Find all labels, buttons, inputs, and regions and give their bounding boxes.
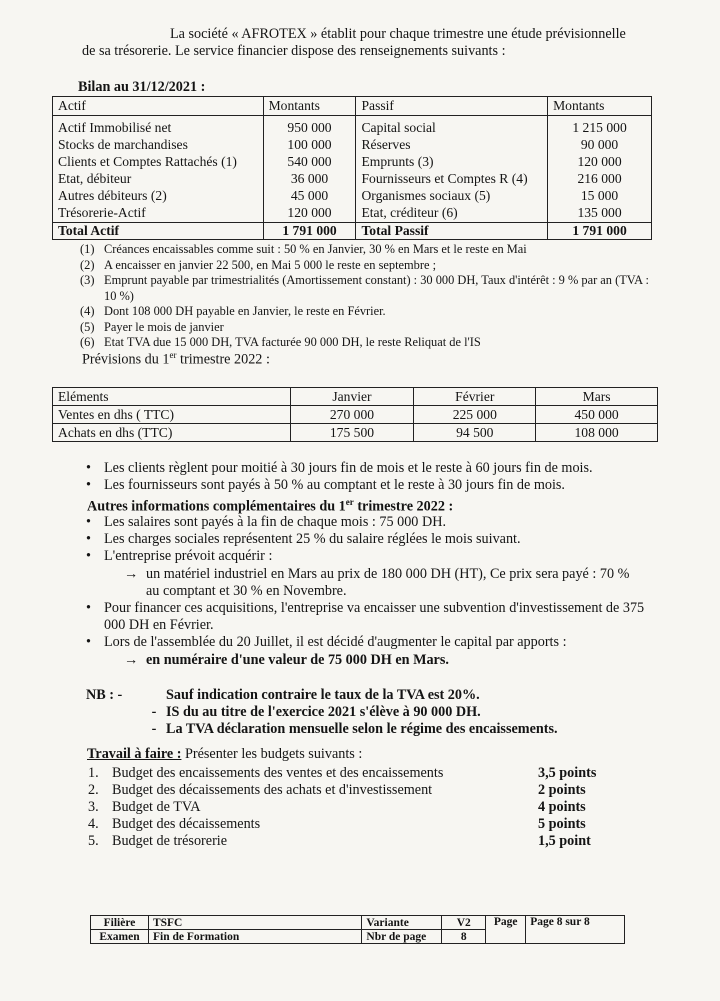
row-label: Ventes en dhs ( TTC) [53,406,291,424]
bilan-header-row [53,97,652,116]
footer-examen-value: Fin de Formation [148,930,361,944]
autres-title-sup: er [345,497,354,507]
row-label: Achats en dhs (TTC) [53,424,291,442]
nb-section [86,687,558,738]
footer-filiere-label: Filière [91,916,149,930]
bullet-text: L'entreprise prévoit acquérir : [104,548,273,565]
bullet-text: Les fournisseurs sont payés à 50 % au comptant et le reste à 30 jours fin de mois. [104,477,565,494]
list-item [86,600,646,634]
header-janvier: Janvier [290,388,414,406]
arrow-text: en numéraire d'une valeur de 75 000 DH en Mars. [146,651,449,668]
previsions-title [82,350,270,369]
table-row [53,170,652,187]
note-text: Créances encaissables comme suit : 50 % en Janvier, 30 % en Mars et le reste en Mai [104,242,527,256]
autres-title-end: trimestre 2022 : [353,498,454,515]
nb-line: Sauf indication contraire le taux de la TVA est 20%. [166,687,480,703]
arrow-right-icon: → [124,565,139,582]
arrow-right-icon: → [124,651,139,668]
actif-amount: 100 000 [263,136,356,153]
list-item [86,634,646,651]
nb-line: La TVA déclaration mensuelle selon le régime des encaissements. [166,721,558,737]
note-number: (3) [80,273,95,287]
bilan-header-actif: Actif [53,97,264,116]
passif-amount: 1 215 000 [548,116,652,137]
list-item [86,721,558,738]
value-janvier: 175 500 [290,424,414,442]
travail-title: Travail à faire : [87,746,182,762]
footer-table [90,915,625,944]
list-item [88,816,618,833]
actif-label: Actif Immobilisé net [53,116,264,137]
list-item [86,477,646,494]
list-item [88,799,618,816]
bullet-icon: • [86,460,91,476]
note-number: (1) [80,242,95,256]
actif-label: Etat, débiteur [53,170,264,187]
dash-icon [142,687,166,704]
autres-title-text: Autres informations complémentaires du 1 [87,498,346,515]
passif-amount: 135 000 [548,204,652,223]
task-label: Budget de TVA [112,799,201,815]
total-actif-label: Total Actif [53,223,264,240]
previsions-table [52,387,658,442]
bullet-icon: • [86,514,91,530]
bilan-notes [80,242,655,351]
actif-label: Autres débiteurs (2) [53,187,264,204]
payment-terms-list [86,460,646,494]
footer-variante-label: Variante [362,916,442,930]
value-fevrier: 225 000 [414,406,536,424]
footer-examen-label: Examen [91,930,149,944]
table-row [53,406,658,424]
footer-row [91,916,625,930]
passif-amount: 15 000 [548,187,652,204]
bullet-text: Pour financer ces acquisitions, l'entreprise va encaisser une subvention d'investissement de 375 000 DH en Février. [104,600,645,634]
actif-label: Trésorerie-Actif [53,204,264,223]
table-row [53,187,652,204]
list-item [80,320,655,336]
task-label: Budget des décaissements [112,816,261,832]
list-item [80,273,655,304]
tasks-list [88,765,618,850]
bullet-icon: • [86,548,91,565]
passif-label: Emprunts (3) [356,153,548,170]
bilan-header-montants-2: Montants [548,97,652,116]
task-points: 2 points [538,782,586,798]
passif-label: Fournisseurs et Comptes R (4) [356,170,548,187]
task-number: 4. [88,816,99,832]
previsions-title-text: Prévisions du 1 [82,351,170,368]
note-number: (2) [80,257,95,272]
bullet-icon: • [86,600,91,617]
list-item [80,335,655,351]
passif-amount: 216 000 [548,170,652,187]
actif-amount: 950 000 [263,116,356,137]
bullet-text: Lors de l'assemblée du 20 Juillet, il est décidé d'augmenter le capital par apports : [104,634,567,651]
nb-line: IS du au titre de l'exercice 2021 s'élève à 90 000 DH. [166,704,481,720]
list-item [86,687,558,704]
total-actif-amount: 1 791 000 [263,223,356,240]
passif-amount: 120 000 [548,153,652,170]
actif-amount: 36 000 [263,170,356,187]
list-item [88,833,618,850]
task-points: 1,5 point [538,833,591,849]
bullet-icon: • [86,634,91,651]
intro-paragraph [82,26,642,60]
arrow-text: un matériel industriel en Mars au prix de 180 000 DH (HT), Ce prix sera payé : 70 % au comptant et 30 % en Novembre. [146,565,630,599]
list-item [86,460,646,477]
list-item [80,258,655,274]
task-label: Budget des décaissements des achats et d'investissement [112,782,433,798]
passif-amount: 90 000 [548,136,652,153]
autres-informations-list [86,514,646,669]
bullet-icon: • [86,531,91,548]
task-number: 5. [88,833,99,849]
passif-label: Organismes sociaux (5) [356,187,548,204]
travail-subtitle: Présenter les budgets suivants : [181,746,363,762]
list-item [80,304,655,320]
table-row [53,136,652,153]
bilan-header-passif: Passif [356,97,548,116]
note-number: (5) [80,319,95,334]
table-row [53,153,652,170]
task-number: 2. [88,782,99,798]
note-text: Payer le mois de janvier [104,319,224,334]
bullet-text: Les salaires sont payés à la fin de chaque mois : 75 000 DH. [104,514,446,530]
bullet-icon: • [86,477,91,494]
bullet-text: Les charges sociales représentent 25 % du salaire réglées le mois suivant. [104,531,521,548]
note-text: Emprunt payable par trimestrialités (Amortissement constant) : 30 000 DH, Taux d'intérêt : 9 % par an (TVA : 10 %) [104,273,649,303]
footer-page-value: Page 8 sur 8 [526,916,625,944]
value-janvier: 270 000 [290,406,414,424]
note-text: Dont 108 000 DH payable en Janvier, le reste en Février. [104,304,386,318]
list-item [88,782,618,799]
task-points: 4 points [538,799,586,815]
header-fevrier: Février [414,388,536,406]
table-row [53,116,652,137]
list-item [86,548,646,565]
list-item [86,514,646,531]
task-points: 5 points [538,816,586,832]
travail-heading [87,746,362,763]
previsions-title-end: trimestre 2022 : [176,351,270,368]
autres-informations-title [87,497,453,516]
table-row [53,424,658,442]
bilan-total-row [53,223,652,240]
bilan-table [52,96,652,240]
previsions-title-sup: er [169,350,177,360]
footer-filiere-value: TSFC [148,916,361,930]
actif-label: Stocks de marchandises [53,136,264,153]
intro-line-2: de sa trésorerie. Le service financier dispose des renseignements suivants : [82,43,506,59]
list-item [88,765,618,782]
intro-line-1: La société « AFROTEX » établit pour chaque trimestre une étude prévisionnelle [170,26,626,42]
bilan-header-montants-1: Montants [263,97,356,116]
actif-amount: 45 000 [263,187,356,204]
list-item [86,531,646,548]
task-label: Budget des encaissements des ventes et des encaissements [112,765,444,781]
dash-icon: - [151,704,157,720]
bullet-text: Les clients règlent pour moitié à 30 jours fin de mois et le reste à 60 jours fin de mois. [104,460,593,476]
note-number: (4) [80,304,95,318]
value-mars: 108 000 [536,424,658,442]
actif-amount: 540 000 [263,153,356,170]
footer-page-label: Page [486,916,526,944]
table-row [53,204,652,223]
task-number: 3. [88,799,99,815]
task-number: 1. [88,765,99,781]
footer-variante-value: V2 [442,916,486,930]
value-mars: 450 000 [536,406,658,424]
list-item [86,652,646,669]
footer-nbr-value: 8 [442,930,486,944]
note-text: A encaisser en janvier 22 500, en Mai 5 000 le reste en septembre ; [104,257,437,272]
list-item [86,704,558,721]
passif-label: Réserves [356,136,548,153]
actif-label: Clients et Comptes Rattachés (1) [53,153,264,170]
header-elements: Eléments [53,388,291,406]
passif-label: Etat, créditeur (6) [356,204,548,223]
total-passif-amount: 1 791 000 [548,223,652,240]
dash-icon: - [151,721,157,737]
header-mars: Mars [536,388,658,406]
value-fevrier: 94 500 [414,424,536,442]
list-item [86,566,646,600]
total-passif-label: Total Passif [356,223,548,240]
nb-label: NB : - [86,687,123,703]
passif-label: Capital social [356,116,548,137]
note-number: (6) [80,335,95,349]
footer-nbr-label: Nbr de page [362,930,442,944]
actif-amount: 120 000 [263,204,356,223]
task-label: Budget de trésorerie [112,833,228,849]
list-item [80,242,655,258]
task-points: 3,5 points [538,765,597,781]
note-text: Etat TVA due 15 000 DH, TVA facturée 90 000 DH, le reste Reliquat de l'IS [104,335,481,349]
bilan-title: Bilan au 31/12/2021 : [78,79,206,95]
previsions-header-row [53,388,658,406]
